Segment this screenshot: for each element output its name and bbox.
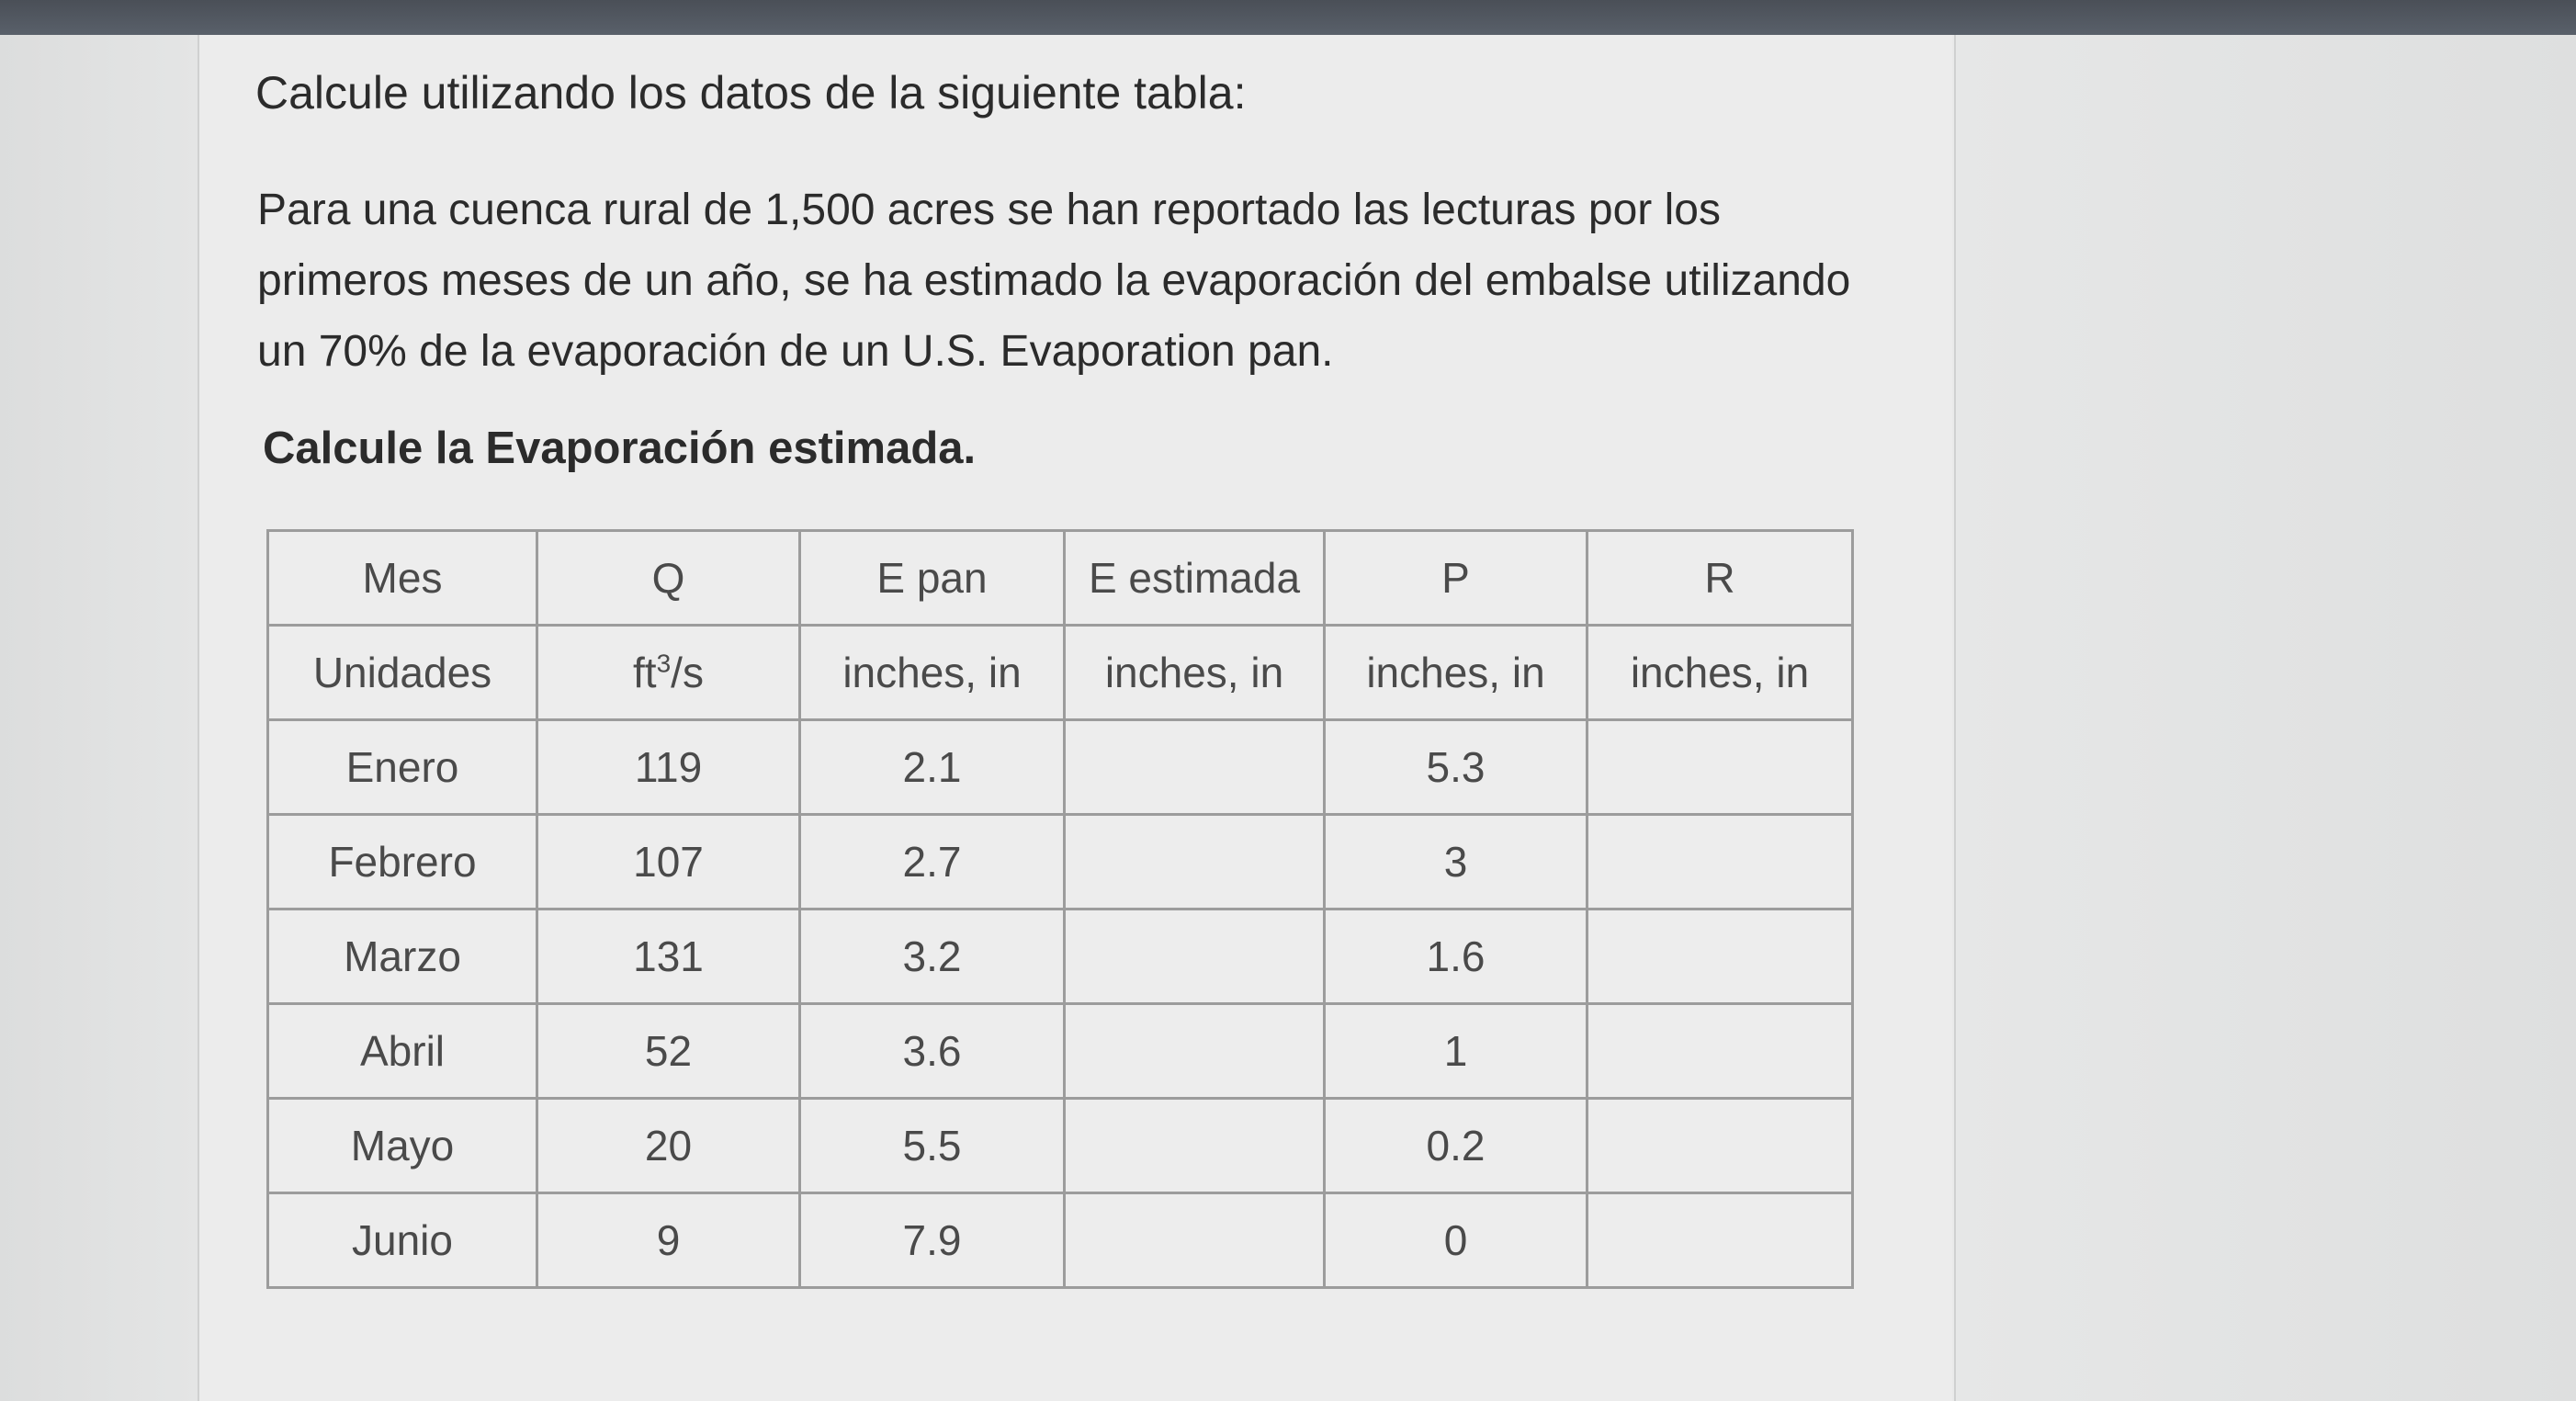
table-row [268, 1193, 1853, 1288]
cell-mes: Febrero [268, 815, 537, 910]
units-p: inches, in [1325, 626, 1587, 720]
cell-q: 9 [537, 1193, 800, 1288]
cell-mes: Junio [268, 1193, 537, 1288]
units-q-base: ft [633, 649, 657, 696]
cell-r [1587, 720, 1853, 815]
cell-p: 1.6 [1325, 910, 1587, 1004]
question-task: Calcule la Evaporación estimada. [263, 424, 977, 473]
table-row [268, 910, 1853, 1004]
cell-q: 52 [537, 1004, 800, 1099]
question-statement: Para una cuenca rural de 1,500 acres se han reportado las lecturas por los primeros meses de un año, se ha estimado la evaporación del embalse utilizando un 70% de la evaporación de un U.S. Evaporation pan. [257, 186, 1851, 376]
cell-p: 3 [1325, 815, 1587, 910]
cell-mes: Marzo [268, 910, 537, 1004]
cell-e-estimada [1065, 1193, 1325, 1288]
units-e-pan: inches, in [800, 626, 1065, 720]
left-margin [0, 35, 199, 1401]
cell-e-estimada [1065, 910, 1325, 1004]
cell-e-estimada [1065, 720, 1325, 815]
data-table [266, 529, 1854, 1289]
cell-q: 119 [537, 720, 800, 815]
cell-r [1587, 910, 1853, 1004]
cell-mes: Mayo [268, 1099, 537, 1193]
header-row [268, 531, 1853, 626]
cell-e-pan: 7.9 [800, 1193, 1065, 1288]
cell-e-pan: 3.2 [800, 910, 1065, 1004]
header-q: Q [537, 531, 800, 626]
cell-e-estimada [1065, 1004, 1325, 1099]
table-row [268, 720, 1853, 815]
cell-p: 0.2 [1325, 1099, 1587, 1193]
right-margin [1954, 35, 2576, 1401]
units-label: Unidades [268, 626, 537, 720]
units-q-exponent: 3 [656, 649, 672, 678]
cell-q: 131 [537, 910, 800, 1004]
cell-r [1587, 1193, 1853, 1288]
header-p: P [1325, 531, 1587, 626]
cell-p: 0 [1325, 1193, 1587, 1288]
header-mes: Mes [268, 531, 537, 626]
top-bar [0, 0, 2576, 35]
units-q [537, 626, 800, 720]
cell-e-pan: 2.7 [800, 815, 1065, 910]
units-r: inches, in [1587, 626, 1853, 720]
cell-q: 20 [537, 1099, 800, 1193]
cell-r [1587, 1099, 1853, 1193]
cell-mes: Enero [268, 720, 537, 815]
cell-r [1587, 1004, 1853, 1099]
table-row [268, 1099, 1853, 1193]
cell-e-pan: 5.5 [800, 1099, 1065, 1193]
header-e-pan: E pan [800, 531, 1065, 626]
cell-e-pan: 3.6 [800, 1004, 1065, 1099]
cell-mes: Abril [268, 1004, 537, 1099]
units-q-rest: /s [671, 649, 704, 696]
cell-r [1587, 815, 1853, 910]
cell-q: 107 [537, 815, 800, 910]
header-r: R [1587, 531, 1853, 626]
cell-p: 5.3 [1325, 720, 1587, 815]
cell-e-estimada [1065, 815, 1325, 910]
table-row [268, 815, 1853, 910]
units-row [268, 626, 1853, 720]
header-e-estimada: E estimada [1065, 531, 1325, 626]
cell-p: 1 [1325, 1004, 1587, 1099]
question-intro: Calcule utilizando los datos de la siguiente tabla: [255, 67, 1247, 119]
table-row [268, 1004, 1853, 1099]
cell-e-pan: 2.1 [800, 720, 1065, 815]
units-e-estimada: inches, in [1065, 626, 1325, 720]
cell-e-estimada [1065, 1099, 1325, 1193]
